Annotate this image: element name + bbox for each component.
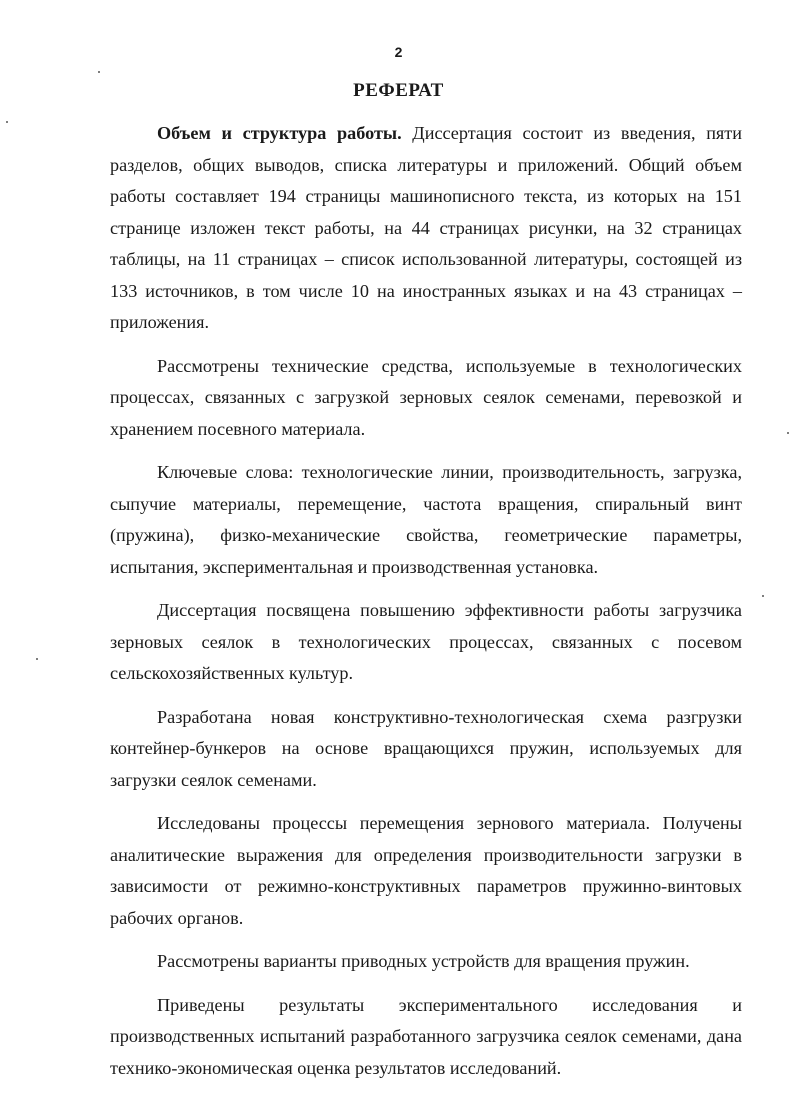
page-title: РЕФЕРАТ [353, 80, 444, 101]
scan-speck [98, 71, 100, 73]
paragraph-results: Приведены результаты экспериментального исследования и производственных испытаний разработанного загрузчика сеялок семенами, дана технико-экономическая оценка результатов исследований. [110, 994, 742, 1078]
scan-speck [36, 658, 38, 660]
abstract-body [110, 118, 742, 1085]
paragraph-drive-variants: Рассмотрены варианты приводных устройств для вращения пружин. [157, 951, 690, 971]
scan-speck [6, 121, 8, 123]
paragraph-purpose: Диссертация посвящена повышению эффективности работы загрузчика зерновых сеялок в технологических процессах, связанных с посевом сельскохозяйственных культур. [110, 600, 742, 683]
scan-speck [787, 432, 789, 434]
paragraph-research: Исследованы процессы перемещения зернового материала. Получены аналитические выражения для определения производительности загрузки в зависимости от режимно-конструктивных параметров пружинно-винтовых рабочих органов. [110, 813, 742, 928]
scan-speck [762, 595, 764, 597]
paragraph-new-scheme: Разработана новая конструктивно-технологическая схема разгрузки контейнер-бункеров на основе вращающихся пружин, используемых для загрузки сеялок семенами. [110, 706, 742, 790]
paragraph-technical-means: Рассмотрены технические средства, используемые в технологических процессах, связанных с загрузкой зерновых сеялок семенами, перевозкой и хранением посевного материала. [110, 355, 742, 439]
structure-heading: Объем и структура работы. [157, 123, 402, 143]
page-number: 2 [394, 44, 403, 60]
paragraph-keywords: Ключевые слова: технологические линии, производительность, загрузка, сыпучие материалы, перемещение, частота вращения, спиральный винт (пружина), физко-механические свойства, геометрические параметры, испытания, экспериментальная и производственная установка. [110, 462, 742, 577]
paragraph-structure [110, 118, 742, 339]
structure-text: Диссертация состоит из введения, пяти разделов, общих выводов, списка литературы и приложений. Общий объем работы составляет 194 страницы машинописного текста, из которых на 151 странице изложен текст работы, на 44 страницах рисунки, на 32 страницах таблицы, на 11 страницах – список использованной литературы, состоящей из 133 источников, в том числе 10 на иностранных языках и на 43 страницах – приложения. [110, 123, 742, 332]
